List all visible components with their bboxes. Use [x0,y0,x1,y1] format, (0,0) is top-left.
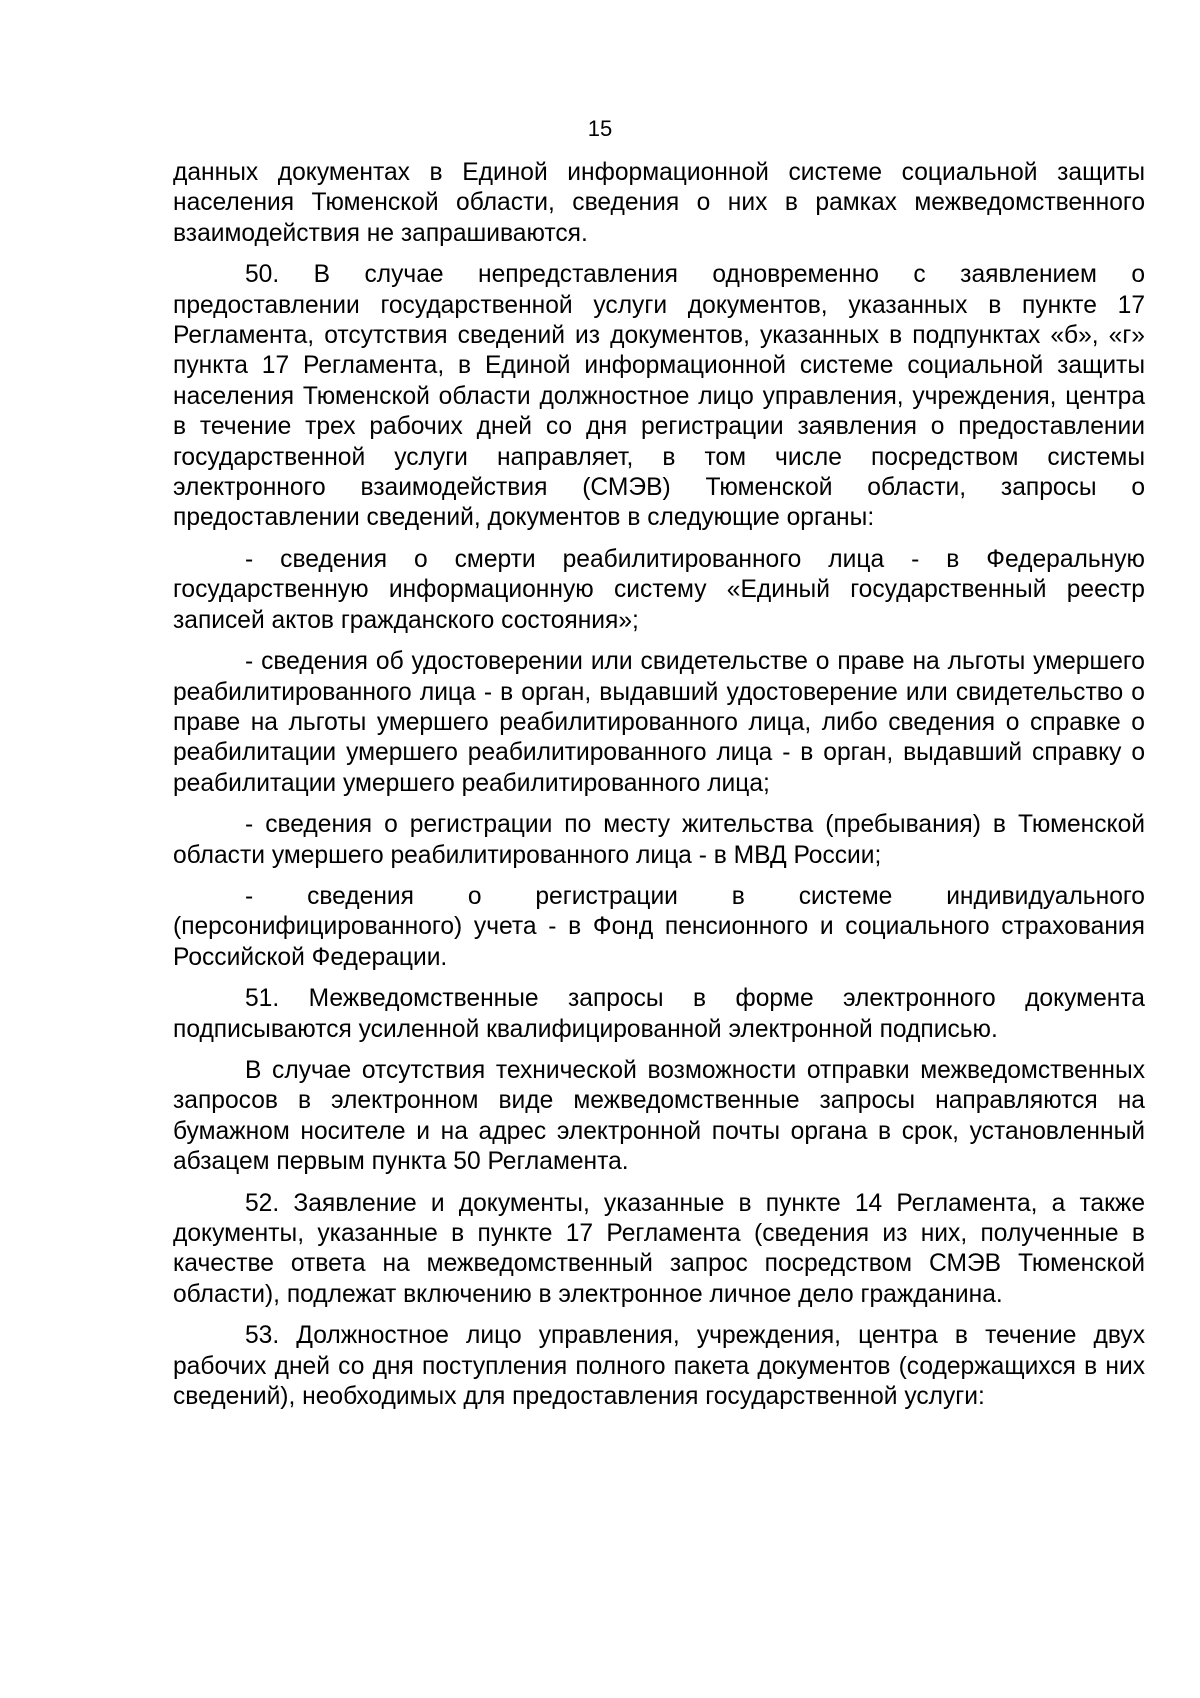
page-number: 15 [587,116,613,141]
paragraph-item-51: 51. Межведомственные запросы в форме электронного документа подписываются усиленной квалифицированной электронной подписью. [173,985,1145,1043]
paragraph-item-52: 52. Заявление и документы, указанные в пункте 14 Регламента, а также документы, указанные в пункте 17 Регламента (сведения из них, полученные в качестве ответа на межведомственный запрос посредством СМЭВ Тюменской области), подлежат включению в электронное личное дело гражданина. [173,1189,1145,1308]
paragraph-item-53: 53. Должностное лицо управления, учреждения, центра в течение двух рабочих дней со дня поступления полного пакета документов (содержащихся в них сведений), необходимых для предоставления государственной услуги: [173,1322,1145,1411]
paragraph-paper-requests: В случае отсутствия технической возможности отправки межведомственных запросов в электронном виде межведомственные запросы направляются на бумажном носителе и на адрес электронной почты органа в срок, установленный абзацем первым пункта 50 Регламента. [173,1056,1145,1176]
list-item-benefits-certificate: - сведения об удостоверении или свидетельстве о праве на льготы умершего реабилитированного лица - в орган, выдавший удостоверение или свидетельство о праве на льготы умершего реабилитированного лица, либо сведения о справке о реабилитации умершего реабилитированного лица - в орган, выдавший справку о реабилитации умершего реабилитированного лица; [173,648,1145,797]
document-body [173,158,1145,1423]
list-item-death-info: - сведения о смерти реабилитированного лица - в Федеральную государственную информационную систему «Единый государственный реестр записей актов гражданского состояния»; [173,545,1145,634]
list-item-personal-accounting: - сведения о регистрации в системе индивидуального (персонифицированного) учета - в Фонд пенсионного и социального страхования Российской Федерации. [173,882,1145,971]
paragraph-item-50: 50. В случае непредставления одновременно с заявлением о предоставлении государственной услуги документов, указанных в пункте 17 Регламента, отсутствия сведений из документов, указанных в подпунктах «б», «г» пункта 17 Регламента, в Единой информационной системе социальной защиты населения Тюменской области должностное лицо управления, учреждения, центра в течение трех рабочих дней со дня регистрации заявления о предоставлении государственной услуги направляет, в том числе посредством системы электронного взаимодействия (СМЭВ) Тюменской области, запросы о предоставлении сведений, документов в следующие органы: [173,261,1145,532]
paragraph-continuation: данных документах в Единой информационной системе социальной защиты населения Тюменской области, сведения о них в рамках межведомственного взаимодействия не запрашиваются. [173,159,1145,247]
list-item-residence-registration: - сведения о регистрации по месту жительства (пребывания) в Тюменской области умершего реабилитированного лица - в МВД России; [173,811,1145,869]
